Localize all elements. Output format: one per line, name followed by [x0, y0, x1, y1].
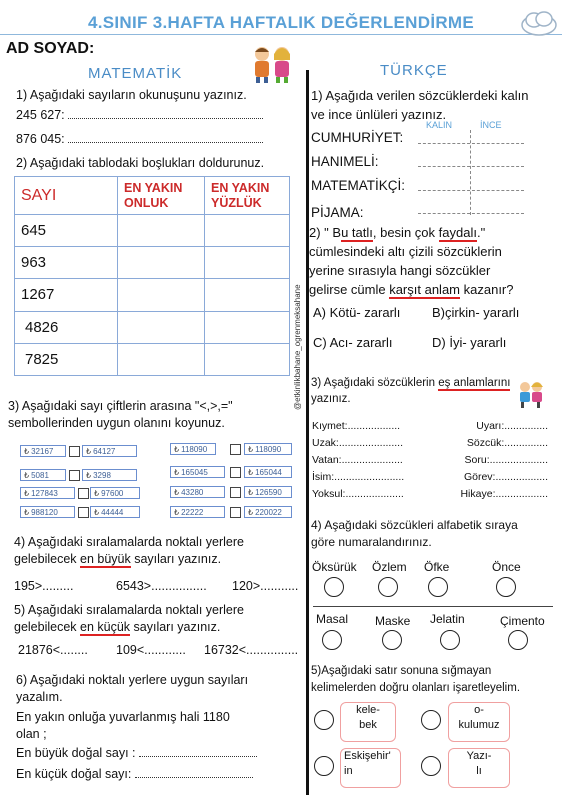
- answer-cell[interactable]: [118, 279, 205, 311]
- number-card: ₺ 118090: [244, 443, 292, 455]
- number-circle[interactable]: [382, 630, 402, 650]
- word: Öfke: [424, 560, 450, 574]
- answer-cell[interactable]: [118, 343, 205, 375]
- word: Masal: [316, 612, 349, 626]
- number-circle[interactable]: [428, 577, 448, 597]
- number-card: ₺ 3298: [82, 469, 137, 481]
- math-q6-text: olan ;: [16, 727, 47, 741]
- tr-q2-text: 2) " Bu tatlı, besin çok faydalı.": [309, 225, 486, 240]
- answer-cell[interactable]: [205, 215, 290, 247]
- option-a[interactable]: A) Kötü- zararlı: [313, 305, 401, 320]
- math-q2-text: 2) Aşağıdaki tablodaki boşlukları doldurunuz.: [16, 156, 265, 170]
- number-card: ₺ 165045: [170, 466, 225, 478]
- table-cell: 7825: [15, 343, 118, 375]
- word-label: MATEMATİKÇİ:: [311, 178, 405, 193]
- number-circle[interactable]: [508, 630, 528, 650]
- turkish-header: TÜRKÇE: [380, 62, 448, 79]
- math-q6-text: En yakın onluğa yuvarlanmış hali 1180: [16, 710, 230, 724]
- synonym-item[interactable]: Soru:....................: [464, 454, 548, 466]
- math-q4-text: 4) Aşağıdaki sıralamalarda noktalı yerlere: [14, 535, 244, 549]
- hyphen-card: kele- bek: [340, 702, 396, 742]
- table-header: EN YAKIN YÜZLÜK: [205, 177, 290, 215]
- option-b[interactable]: B)çirkin- yararlı: [432, 305, 520, 320]
- answer-line[interactable]: [418, 166, 524, 167]
- option-c[interactable]: C) Acı- zararlı: [313, 335, 393, 350]
- synonym-item[interactable]: İsim:........................: [312, 471, 405, 483]
- symbol-box[interactable]: [69, 470, 80, 481]
- choice-circle[interactable]: [314, 756, 334, 776]
- word-label: CUMHURİYET:: [311, 130, 404, 145]
- math-q3-text: 3) Aşağıdaki sayı çiftlerin arasına "<,>,=": [8, 399, 233, 413]
- number-circle[interactable]: [378, 577, 398, 597]
- answer-blank[interactable]: [139, 746, 257, 757]
- number-card: ₺ 64127: [82, 445, 137, 457]
- table-cell: 4826: [15, 311, 118, 343]
- tr-q1-text: 1) Aşağıda verilen sözcüklerdeki kalın: [311, 88, 529, 103]
- tr-q3-text: yazınız.: [311, 393, 351, 405]
- answer-cell[interactable]: [205, 343, 290, 375]
- answer-blank[interactable]: 6543>................: [116, 579, 207, 593]
- title-divider: [0, 34, 562, 35]
- option-d[interactable]: D) İyi- yararlı: [432, 335, 507, 350]
- symbol-box[interactable]: [69, 446, 80, 457]
- column-divider: [306, 70, 309, 795]
- math-q1-text: 1) Aşağıdaki sayıların okunuşunu yazınız.: [16, 88, 247, 102]
- col-kalin: KALIN: [426, 120, 453, 130]
- word-label: PİJAMA:: [311, 205, 364, 220]
- table-cell: 645: [15, 215, 118, 247]
- word: Çimento: [500, 614, 545, 628]
- symbol-box[interactable]: [230, 507, 241, 518]
- page-title: 4.SINIF 3.HAFTA HAFTALIK DEĞERLENDİRME: [87, 13, 475, 32]
- math-q1-item: 245 627:: [16, 107, 263, 124]
- table-header: EN YAKIN ONLUK: [118, 177, 205, 215]
- word: Önce: [492, 560, 521, 574]
- math-q6-answer: En küçük doğal sayı:: [16, 766, 253, 783]
- table-cell: 1267: [15, 279, 118, 311]
- number-card: ₺ 118090: [170, 443, 216, 455]
- choice-circle[interactable]: [421, 710, 441, 730]
- symbol-box[interactable]: [78, 507, 89, 518]
- answer-blank[interactable]: 195>.........: [14, 579, 74, 593]
- table-header: SAYI: [15, 177, 118, 215]
- cloud-icon: [520, 8, 558, 43]
- answer-cell[interactable]: [205, 279, 290, 311]
- hyphen-card: Yazı- lı: [448, 748, 510, 788]
- answer-blank[interactable]: [135, 767, 253, 778]
- tr-q2-text: cümlesindeki altı çizili sözcüklerin: [309, 244, 502, 259]
- word: Jelatin: [430, 612, 465, 626]
- number-circle[interactable]: [324, 577, 344, 597]
- col-ince: İNCE: [480, 120, 502, 130]
- table-cell: 963: [15, 247, 118, 279]
- answer-blank[interactable]: 109<............: [116, 643, 186, 657]
- word: Maske: [375, 614, 411, 628]
- answer-cell[interactable]: [118, 247, 205, 279]
- math-q6-text: yazalım.: [16, 690, 63, 704]
- symbol-box[interactable]: [230, 444, 241, 455]
- synonym-item[interactable]: Sözcük:...............: [466, 437, 548, 449]
- synonym-left: [312, 418, 404, 503]
- math-q6-text: 6) Aşağıdaki noktalı yerlere uygun sayıları: [16, 673, 249, 687]
- symbol-box[interactable]: [230, 487, 241, 498]
- number-circle[interactable]: [440, 630, 460, 650]
- name-label: AD SOYAD:: [6, 40, 95, 57]
- symbol-box[interactable]: [230, 467, 241, 478]
- choice-circle[interactable]: [314, 710, 334, 730]
- kids-icon: [516, 380, 546, 415]
- tr-q4-text: göre numaralandırınız.: [311, 535, 432, 549]
- math-header: MATEMATİK: [88, 65, 183, 82]
- tr-q5-text: kelimelerden doğru olanları işaretleyelim.: [311, 682, 521, 694]
- side-label: @etkinlikbahane_ogrenmeksahane: [293, 284, 302, 410]
- word: Öksürük: [312, 560, 357, 574]
- synonym-item[interactable]: Uyarı:...............: [476, 420, 548, 432]
- synonym-item[interactable]: Yoksul:....................: [312, 488, 404, 500]
- number-card: ₺ 988120: [20, 506, 75, 518]
- tr-q3-text: 3) Aşağıdaki sözcüklerin eş anlamlarını: [311, 377, 511, 389]
- math-q5-text: 5) Aşağıdaki sıralamalarda noktalı yerlere: [14, 603, 244, 617]
- word: Özlem: [372, 560, 407, 574]
- number-circle[interactable]: [496, 577, 516, 597]
- synonym-item[interactable]: Uzak:......................: [312, 437, 404, 449]
- tr-q5-text: 5)Aşağıdaki satır sonuna sığmayan: [311, 665, 492, 677]
- number-card: ₺ 32167: [20, 445, 66, 457]
- synonym-right: [438, 418, 548, 503]
- divider: [313, 606, 553, 607]
- number-card: ₺ 44444: [90, 506, 140, 518]
- answer-line[interactable]: [418, 143, 524, 144]
- number-card: ₺ 165044: [244, 466, 292, 478]
- hyphen-card: Eskişehir' in: [340, 748, 401, 788]
- number-card: ₺ 22222: [170, 506, 225, 518]
- synonym-item[interactable]: Hikaye:..................: [460, 488, 548, 500]
- number-card: ₺ 126590: [244, 486, 292, 498]
- answer-cell[interactable]: [118, 311, 205, 343]
- math-q4-text: gelebilecek en büyük sayıları yazınız.: [14, 552, 222, 566]
- choice-circle[interactable]: [421, 756, 441, 776]
- answer-line[interactable]: [418, 213, 524, 214]
- synonym-item[interactable]: Vatan:.....................: [312, 454, 403, 466]
- number-card: ₺ 43280: [170, 486, 225, 498]
- tr-q1-text: ve ince ünlüleri yazınız.: [311, 107, 447, 122]
- answer-blank[interactable]: 21876<........: [18, 643, 88, 657]
- answer-cell[interactable]: [205, 247, 290, 279]
- math-q5-text: gelebilecek en küçük sayıları yazınız.: [14, 620, 221, 634]
- symbol-box[interactable]: [78, 488, 89, 499]
- number-card: ₺ 127843: [20, 487, 75, 499]
- math-q6-answer: En büyük doğal sayı :: [16, 745, 257, 762]
- tr-q2-text: yerine sırasıyla hangi sözcükler: [309, 263, 491, 278]
- answer-blank[interactable]: 120>...........: [232, 579, 299, 593]
- children-icon: [246, 44, 298, 84]
- math-q1-item: 876 045:: [16, 131, 263, 148]
- word-label: HANIMELİ:: [311, 154, 379, 169]
- number-card: ₺ 220022: [244, 506, 292, 518]
- number-card: ₺ 97600: [90, 487, 140, 499]
- hyphen-card: o- kulumuz: [448, 702, 510, 742]
- tr-q4-text: 4) Aşağıdaki sözcükleri alfabetik sıraya: [311, 518, 518, 532]
- math-q3-text: sembollerinden uygun olanını koyunuz.: [8, 416, 225, 430]
- synonym-item[interactable]: Görev:..................: [463, 471, 548, 483]
- answer-cell[interactable]: [205, 311, 290, 343]
- rounding-table: [14, 176, 290, 376]
- answer-blank[interactable]: 16732<...............: [204, 643, 299, 657]
- answer-cell[interactable]: [118, 215, 205, 247]
- synonym-item[interactable]: Kıymet:..................: [312, 420, 401, 432]
- number-circle[interactable]: [322, 630, 342, 650]
- answer-line[interactable]: [418, 190, 524, 191]
- tr-q2-text: gelirse cümle karşıt anlam kazanır?: [309, 282, 514, 297]
- number-card: ₺ 5081: [20, 469, 66, 481]
